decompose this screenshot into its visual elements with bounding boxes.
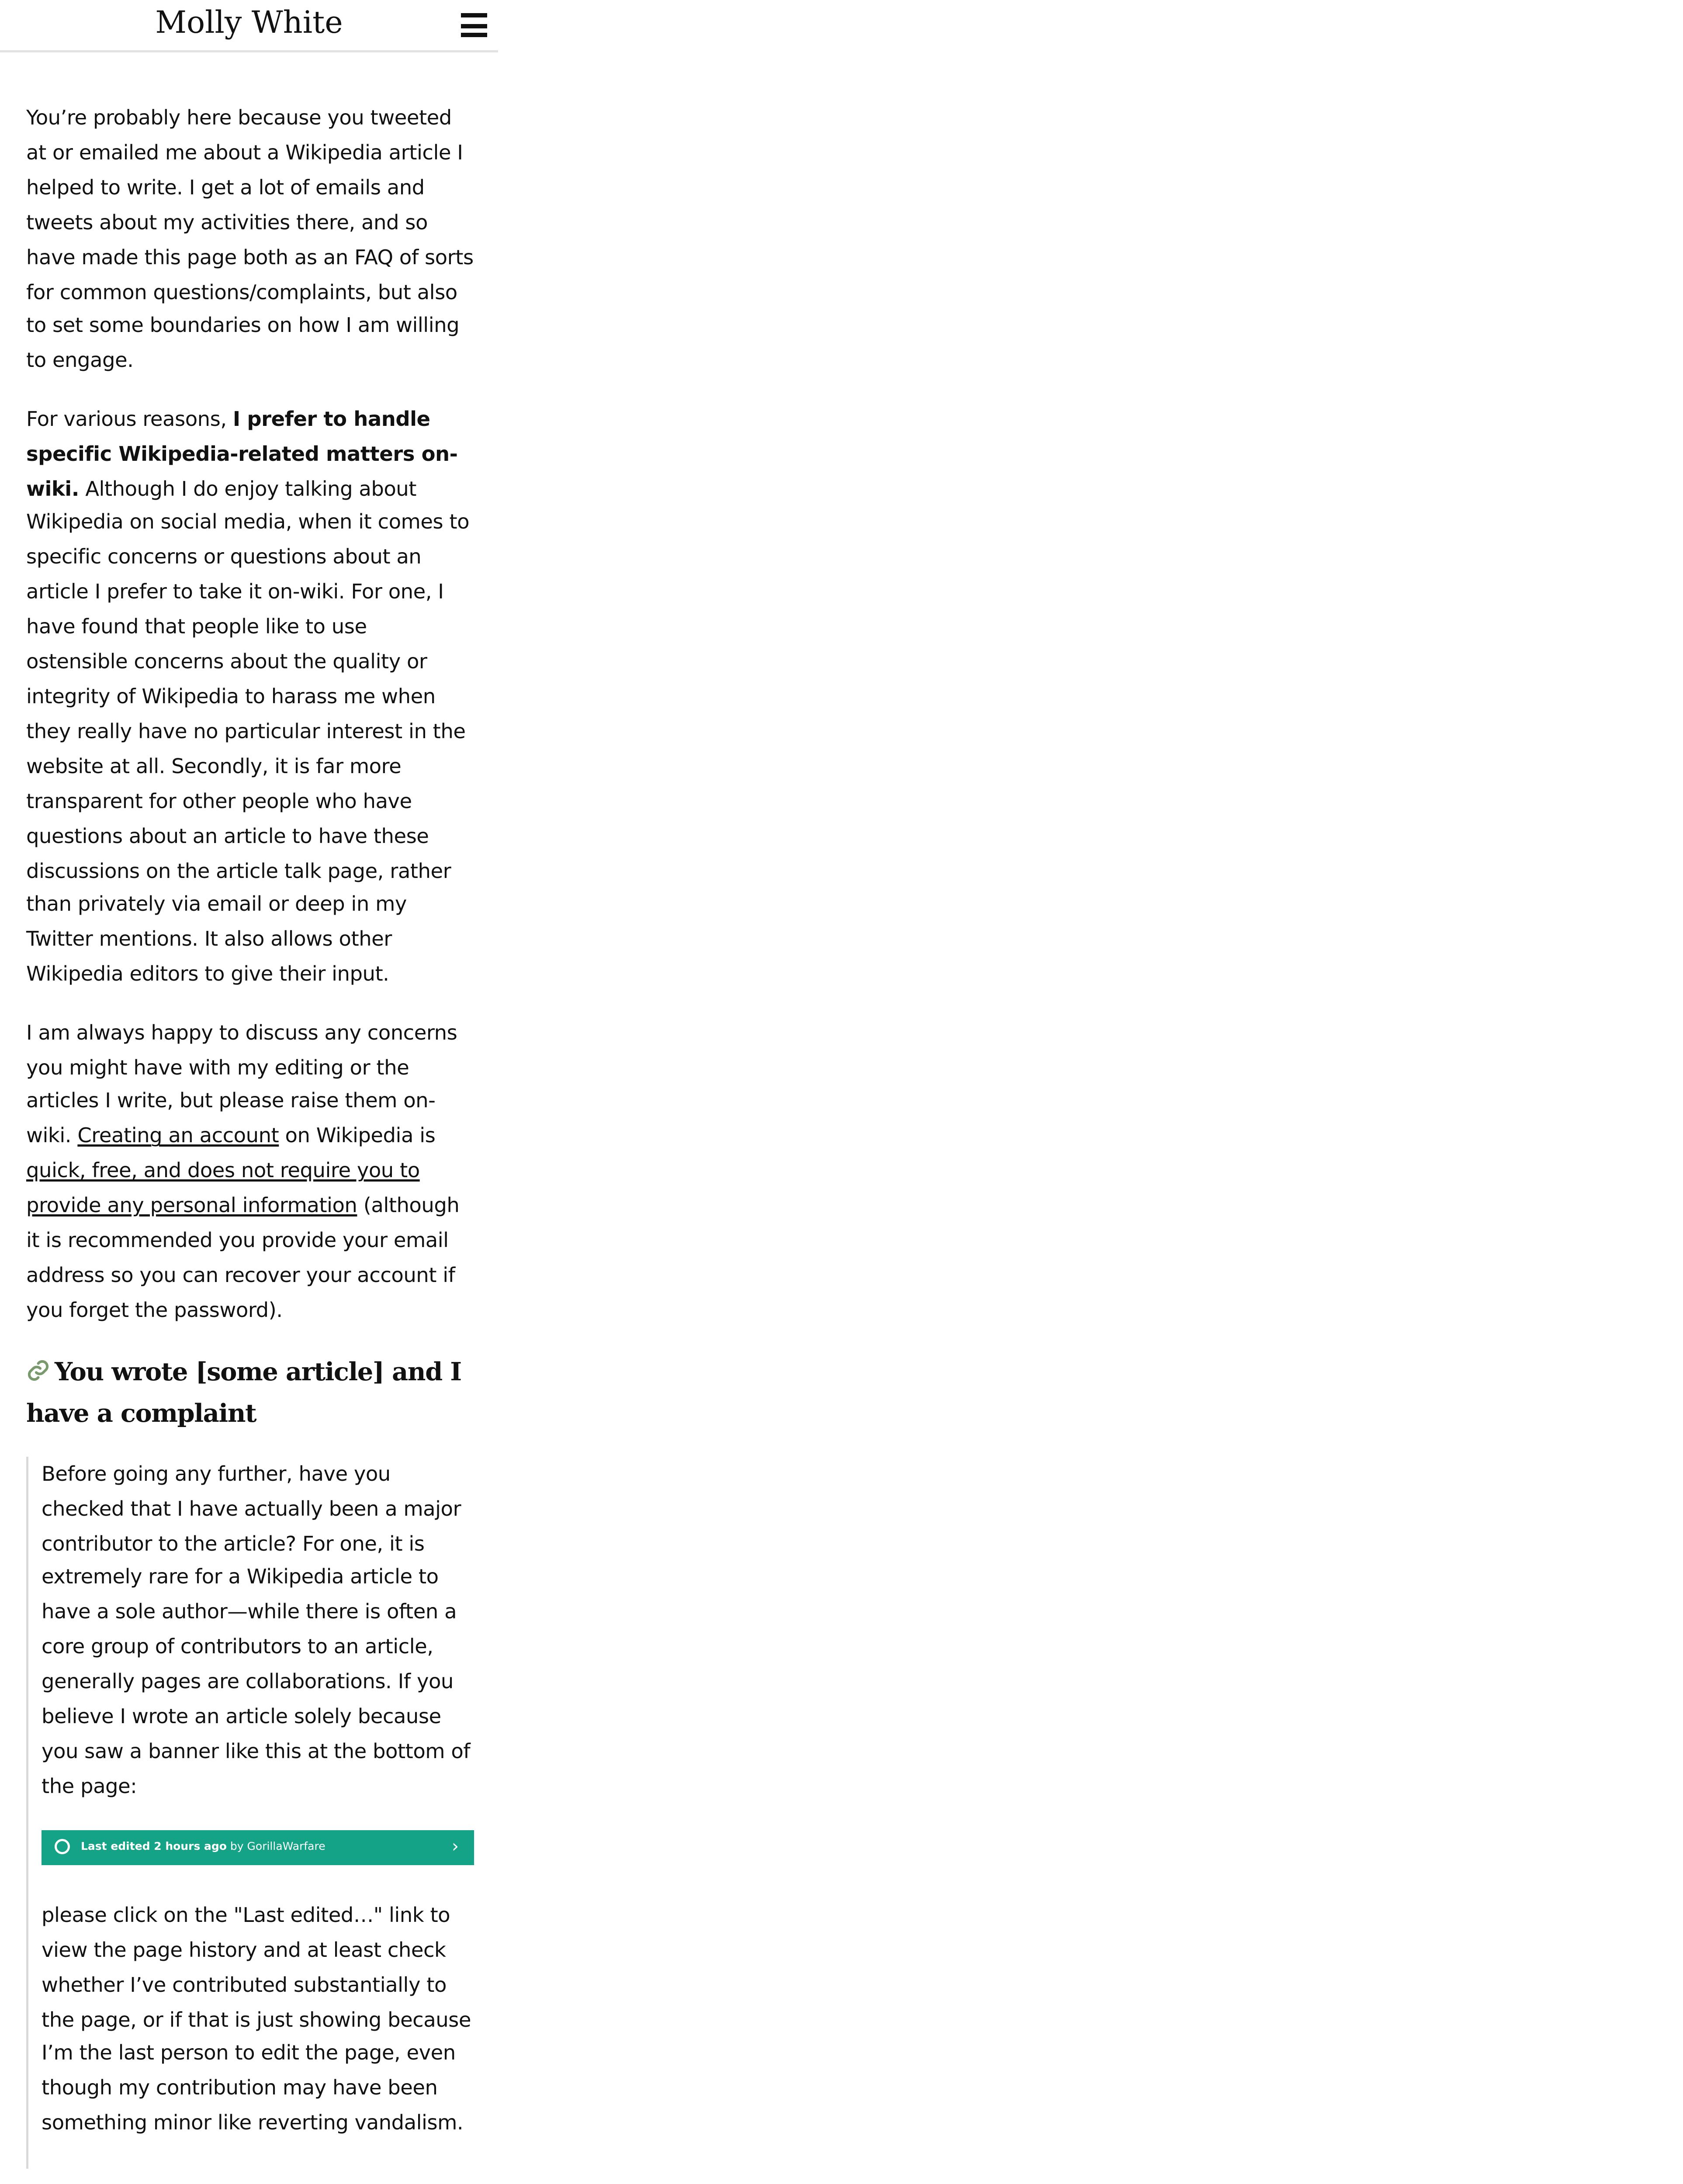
link-icon[interactable] bbox=[26, 1359, 50, 1383]
intro-paragraph-3 bbox=[26, 1017, 474, 1330]
text-segment: Although I do enjoy talking about Wikipedia on social media, when it comes to specific concerns or questions about an article I prefer to take it on-wiki. For one, I have found that people like to use ostensible concerns about the quality or integrity of Wikipedia to harass me when they really have no particular interest in the website at all. Secondly, it is far more transparent for other people who have questions about an article to have these discussions on the article talk page, rather than privately via email or deep in my Twitter mentions. It also allows other Wikipedia editors to give their input. bbox=[26, 477, 470, 988]
account-info-link[interactable]: quick, free, and does not require you to provide any personal information bbox=[26, 1160, 420, 1219]
edited-by-text: by GorillaWarfare bbox=[226, 1840, 326, 1854]
intro-paragraph-1: You’re probably here because you tweeted at or emailed me about a Wikipedia article I helped to write. I get a lot of emails and tweets about my activities there, and so have made this page both as an FAQ of sorts for common questions/complaints, but also to set some boundaries on how I am willing to engage. bbox=[26, 107, 474, 374]
last-edited-text: Last edited 2 hours ago bbox=[81, 1840, 227, 1854]
hamburger-menu-icon[interactable] bbox=[461, 13, 487, 37]
heading-text: You wrote [some article] and I have a complaint bbox=[26, 1357, 461, 1427]
intro-paragraph-2 bbox=[26, 404, 474, 994]
site-title[interactable]: Molly White bbox=[155, 7, 343, 41]
blockquote-paragraph: Before going any further, have you checked that I have actually been a major contributor to the article? For one, it is extremely rare for a Wikipedia article to have a sole author—while there is often a core group of contributors to an article, generally pages are collaborations. If you believe I wrote an article solely because you saw a banner like this at the bottom of the page: bbox=[42, 1462, 471, 1800]
blockquote-complaint bbox=[26, 1456, 474, 2168]
text-segment: (although it is recommended you provide your email address so you can recover your account if you forget the password). bbox=[26, 1195, 460, 1324]
creating-account-link[interactable]: Creating an account bbox=[77, 1125, 279, 1150]
text-segment: For various reasons, bbox=[26, 408, 233, 432]
last-edited-banner bbox=[42, 1830, 474, 1865]
text-segment: on Wikipedia is bbox=[279, 1125, 436, 1150]
blockquote-paragraph: please click on the "Last edited…" link to view the page history and at least check whether I’ve contributed substantially to the page, or if that is just showing because I’m the last person to edit the page, even though my contribution may have been something minor like reverting vandalism. bbox=[42, 1904, 471, 2137]
clock-icon bbox=[55, 1838, 70, 1854]
text-segment: I am always happy to discuss any concerns you might have with my editing or the articles I write, but please raise them on-wiki. bbox=[26, 1021, 457, 1150]
chevron-right-icon: › bbox=[451, 1836, 459, 1856]
site-header bbox=[0, 0, 498, 52]
bold-text: I prefer to handle specific Wikipedia-related matters on-wiki. bbox=[26, 408, 458, 501]
section-heading-complaint bbox=[26, 1353, 474, 1432]
article-content bbox=[26, 103, 474, 2184]
